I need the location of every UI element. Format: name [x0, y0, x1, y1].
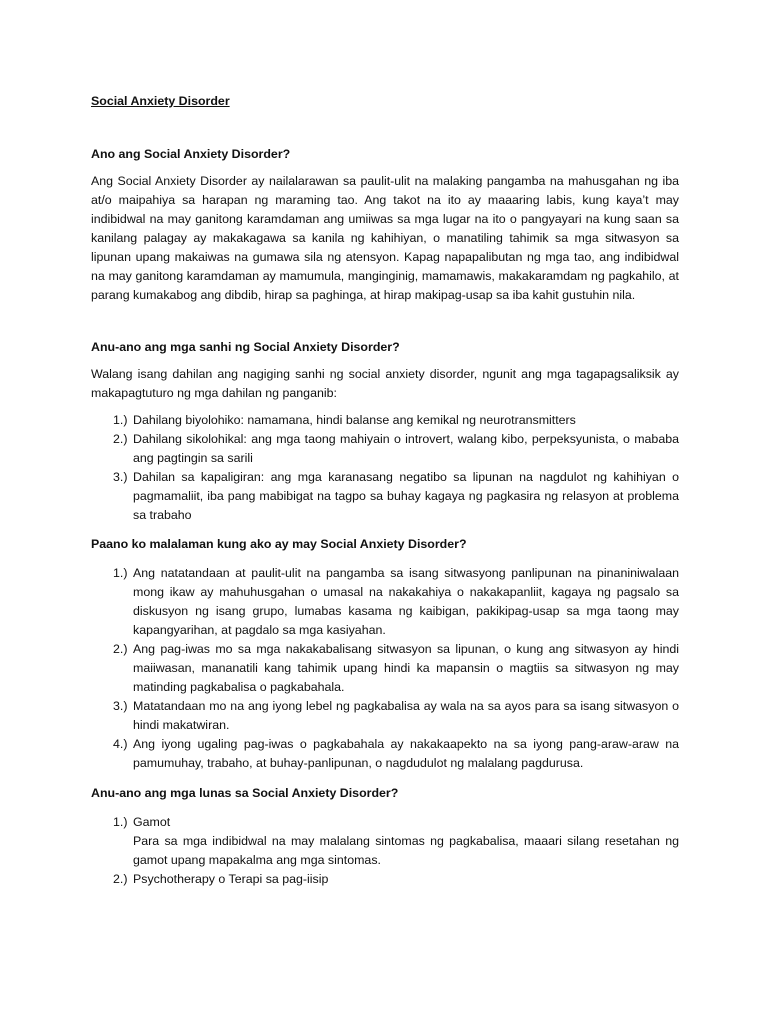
list-number: 1.)	[113, 566, 128, 580]
list-text: Ang iyong ugaling pag-iwas o pagkabahala ay nakakaapekto na sa iyong pang-araw-araw na pamumuhay, trabaho, at buhay-panlipunan, o nagdudulot ng malalang pagdurusa.	[133, 737, 679, 770]
list-number: 4.)	[113, 737, 128, 751]
section-causes	[91, 338, 679, 525]
list-item	[91, 468, 679, 525]
list-item	[91, 411, 679, 430]
list-text: Matatandaan mo na ang iyong lebel ng pagkabalisa ay wala na sa ayos para sa isang sitwasyon o hindi makatwiran.	[133, 699, 679, 732]
section-paragraph: Walang isang dahilan ang nagiging sanhi ng social anxiety disorder, ngunit ang mga tagapagsaliksik ay makapagtuturo ng mga dahilan ng panganib:	[91, 367, 679, 400]
list-detail: Para sa mga indibidwal na may malalang sintomas ng pagkabalisa, maaari silang resetahan ng gamot upang mapakalma ang mga sintomas.	[133, 834, 679, 867]
section-heading: Paano ko malalaman kung ako ay may Social Anxiety Disorder?	[91, 537, 467, 551]
section-heading: Ano ang Social Anxiety Disorder?	[91, 147, 291, 161]
list-text: Psychotherapy o Terapi sa pag-iisip	[133, 872, 329, 886]
list-text: Ang natatandaan at paulit-ulit na pangamba sa isang sitwasyong panlipunan na pinaniniwalaan mong ikaw ay mahuhusgahan o umasal na nakakahiya o nakakapanliit, kagaya ng pagsalo sa diskusyon ng isang grupo, lumabas kasama ng kaibigan, pakikipag-usap sa mga taong may kapangyarihan, at pagdalo sa mga kasiyahan.	[133, 566, 679, 637]
section-treatments	[91, 784, 679, 889]
list-number: 2.)	[113, 432, 128, 446]
list-item	[91, 697, 679, 735]
list-item	[91, 640, 679, 697]
list-number: 3.)	[113, 699, 128, 713]
list-number: 1.)	[113, 815, 128, 829]
list-text: Dahilang biyolohiko: namamana, hindi balanse ang kemikal ng neurotransmitters	[133, 413, 576, 427]
section-what-is	[91, 145, 679, 305]
list-item	[91, 564, 679, 640]
list-item	[91, 870, 679, 889]
list-text: Gamot	[133, 815, 171, 829]
causes-list	[91, 411, 679, 525]
section-paragraph: Ang Social Anxiety Disorder ay nailalarawan sa paulit-ulit na malaking pangamba na mahusgahan ng iba at/o maipahiya sa harapan ng maraming tao. Ang takot na ito ay maaaring labis, kung kaya’t may indibidwal na may ganitong karamdaman ang umiiwas sa mga lugar na ito o pangyayari na kung saan sa kanilang palagay ay makakagawa sa kanila ng kahihiyan, o manatiling tahimik sa mga sitwasyon sa lipunan upang makaiwas na gumawa sila ng atensyon. Kapag napapalibutan ng mga tao, ang indibidwal na may ganitong karamdaman ay mamumula, manginginig, mamamawis, makakaramdam ng pagkahilo, at parang kumakabog ang dibdib, hirap sa paghinga, at hirap makipag-usap sa iba kahit gustuhin nila.	[91, 174, 679, 302]
list-item	[91, 735, 679, 773]
list-number: 1.)	[113, 413, 128, 427]
list-text: Ang pag-iwas mo sa mga nakakabalisang sitwasyon sa lipunan, o kung ang sitwasyon ay hindi maiiwasan, mananatili kang tahimik upang hindi ka mapansin o magtiis sa sitwasyon ng may matinding pagkabalisa o pagkabahala.	[133, 642, 679, 694]
treatments-list	[91, 813, 679, 889]
section-heading: Anu-ano ang mga sanhi ng Social Anxiety Disorder?	[91, 340, 400, 354]
list-number: 2.)	[113, 872, 128, 886]
document-page	[91, 92, 679, 889]
signs-list	[91, 564, 679, 773]
list-number: 3.)	[113, 470, 128, 484]
list-item	[91, 430, 679, 468]
section-how-to-know	[91, 535, 679, 773]
list-item	[91, 813, 679, 870]
list-number: 2.)	[113, 642, 128, 656]
list-text: Dahilan sa kapaligiran: ang mga karanasang negatibo sa lipunan na nagdulot ng kahihiyan o pagmamaliit, iba pang mabibigat na tagpo sa buhay kagaya ng pagkasira ng relasyon at problema sa trabaho	[133, 470, 679, 522]
list-text: Dahilang sikolohikal: ang mga taong mahiyain o introvert, walang kibo, perpeksyunista, o mababa ang pagtingin sa sarili	[133, 432, 679, 465]
document-title: Social Anxiety Disorder	[91, 94, 230, 108]
section-heading: Anu-ano ang mga lunas sa Social Anxiety Disorder?	[91, 786, 399, 800]
